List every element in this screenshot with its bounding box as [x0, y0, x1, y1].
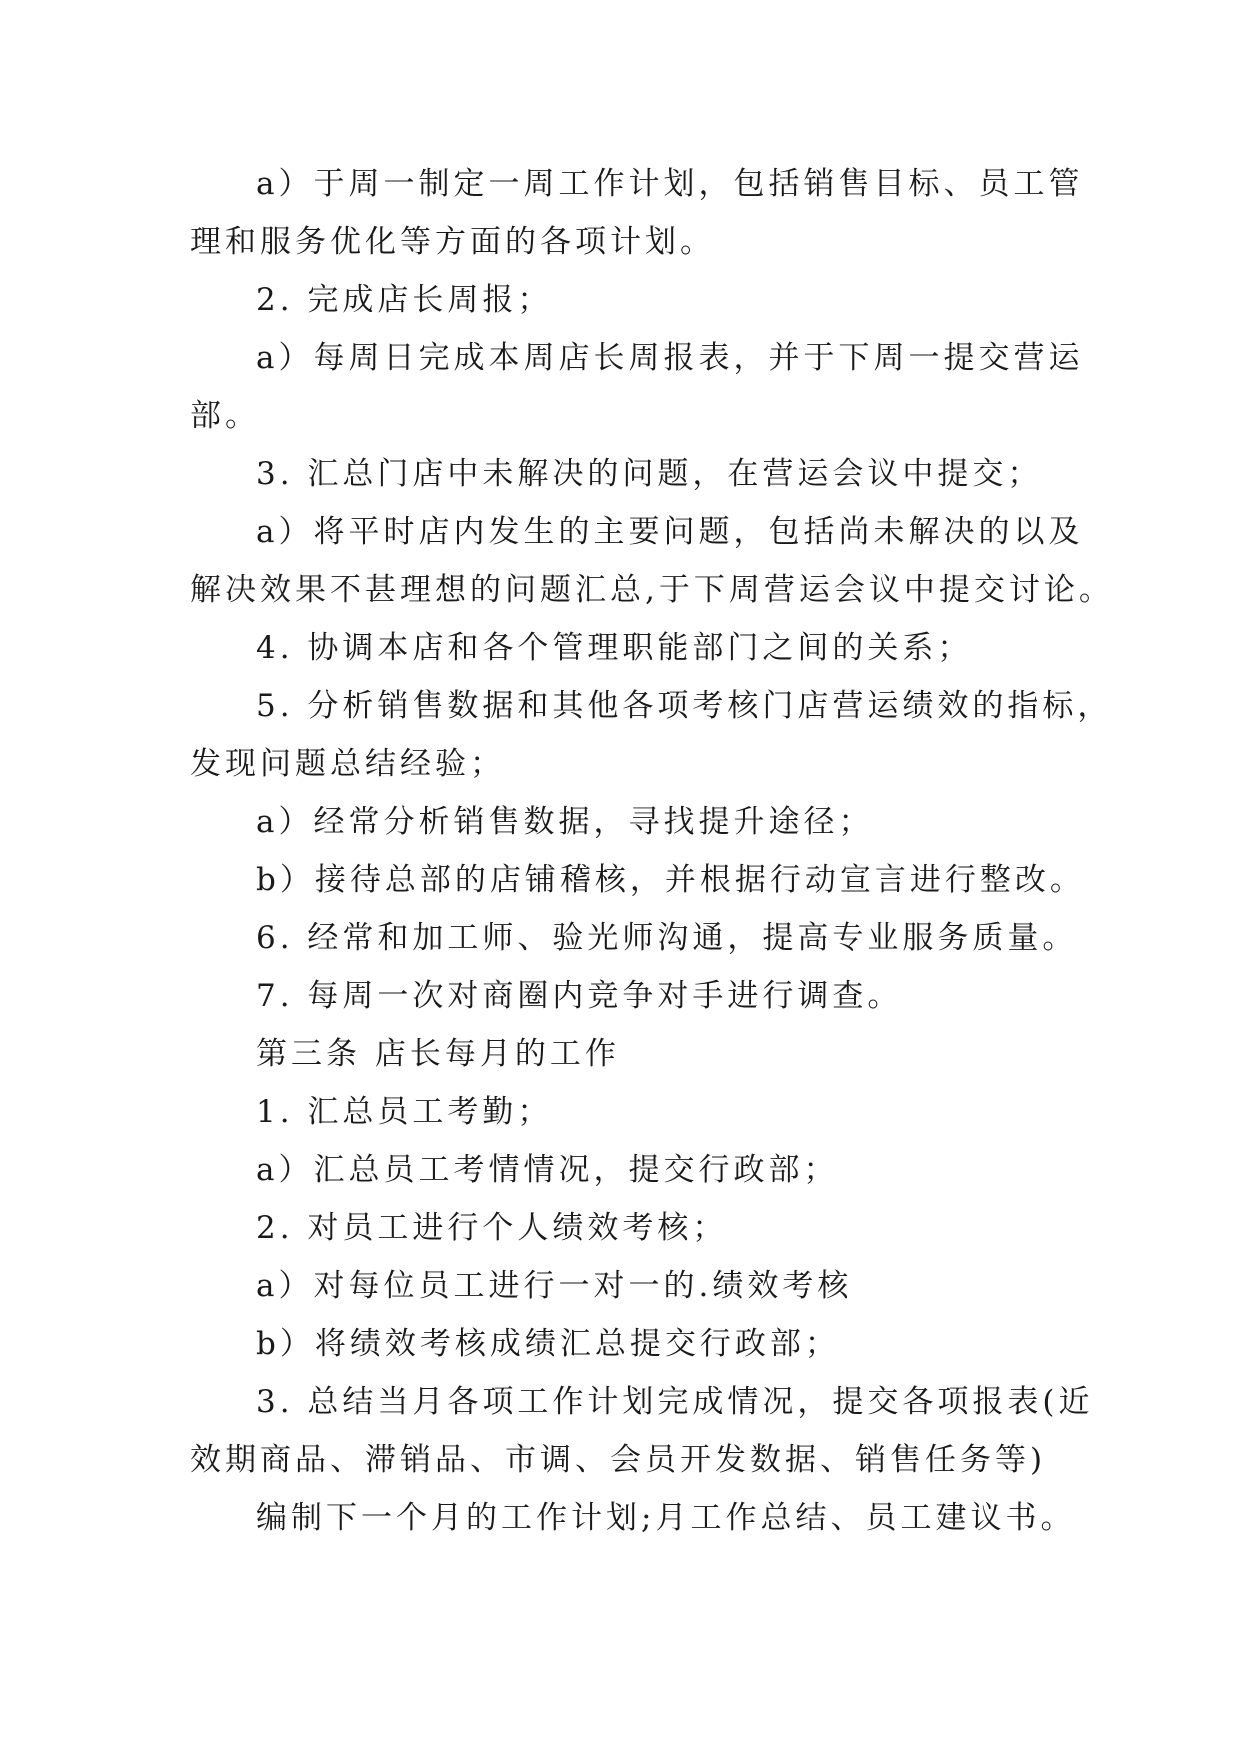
text-line: 效期商品、滞销品、市调、会员开发数据、销售任务等)	[190, 1442, 1047, 1478]
text-line: 编制下一个月的工作计划;月工作总结、员工建议书。	[256, 1500, 1076, 1536]
text-line: 3. 汇总门店中未解决的问题，在营运会议中提交；	[256, 456, 1043, 492]
text-line: 3. 总结当月各项工作计划完成情况，提交各项报表(近	[256, 1384, 1094, 1420]
text-line: 1. 汇总员工考勤；	[256, 1094, 553, 1130]
text-line: 2. 对员工进行个人绩效考核；	[256, 1210, 728, 1246]
text-line: a）汇总员工考情情况，提交行政部；	[256, 1152, 839, 1188]
text-line: b）将绩效考核成绩汇总提交行政部；	[256, 1326, 840, 1362]
text-line: a）对每位员工进行一对一的.绩效考核	[256, 1268, 853, 1304]
text-line: b）接待总部的店铺稽核，并根据行动宣言进行整改。	[256, 862, 1085, 898]
text-line: 2. 完成店长周报；	[256, 282, 553, 318]
text-line: 7. 每周一次对商圈内竞争对手进行调查。	[256, 978, 903, 1014]
text-line: a）将平时店内发生的主要问题，包括尚未解决的以及	[256, 514, 1084, 550]
text-line: 发现问题总结经验；	[190, 746, 505, 782]
text-line: a）于周一制定一周工作计划，包括销售目标、员工管	[256, 166, 1084, 202]
text-line: 5. 分析销售数据和其他各项考核门店营运绩效的指标，	[256, 688, 1113, 724]
text-line: 4. 协调本店和各个管理职能部门之间的关系；	[256, 630, 973, 666]
text-line: a）经常分析销售数据，寻找提升途径；	[256, 804, 874, 840]
text-line: 解决效果不甚理想的问题汇总,于下周营运会议中提交讨论。	[190, 572, 1114, 608]
text-line: 6. 经常和加工师、验光师沟通，提高专业服务质量。	[256, 920, 1078, 956]
text-line: 理和服务优化等方面的各项计划。	[190, 224, 715, 260]
text-line: a）每周日完成本周店长周报表，并于下周一提交营运	[256, 340, 1084, 376]
text-line: 部。	[190, 398, 260, 434]
section-heading: 第三条 店长每月的工作	[256, 1036, 620, 1072]
